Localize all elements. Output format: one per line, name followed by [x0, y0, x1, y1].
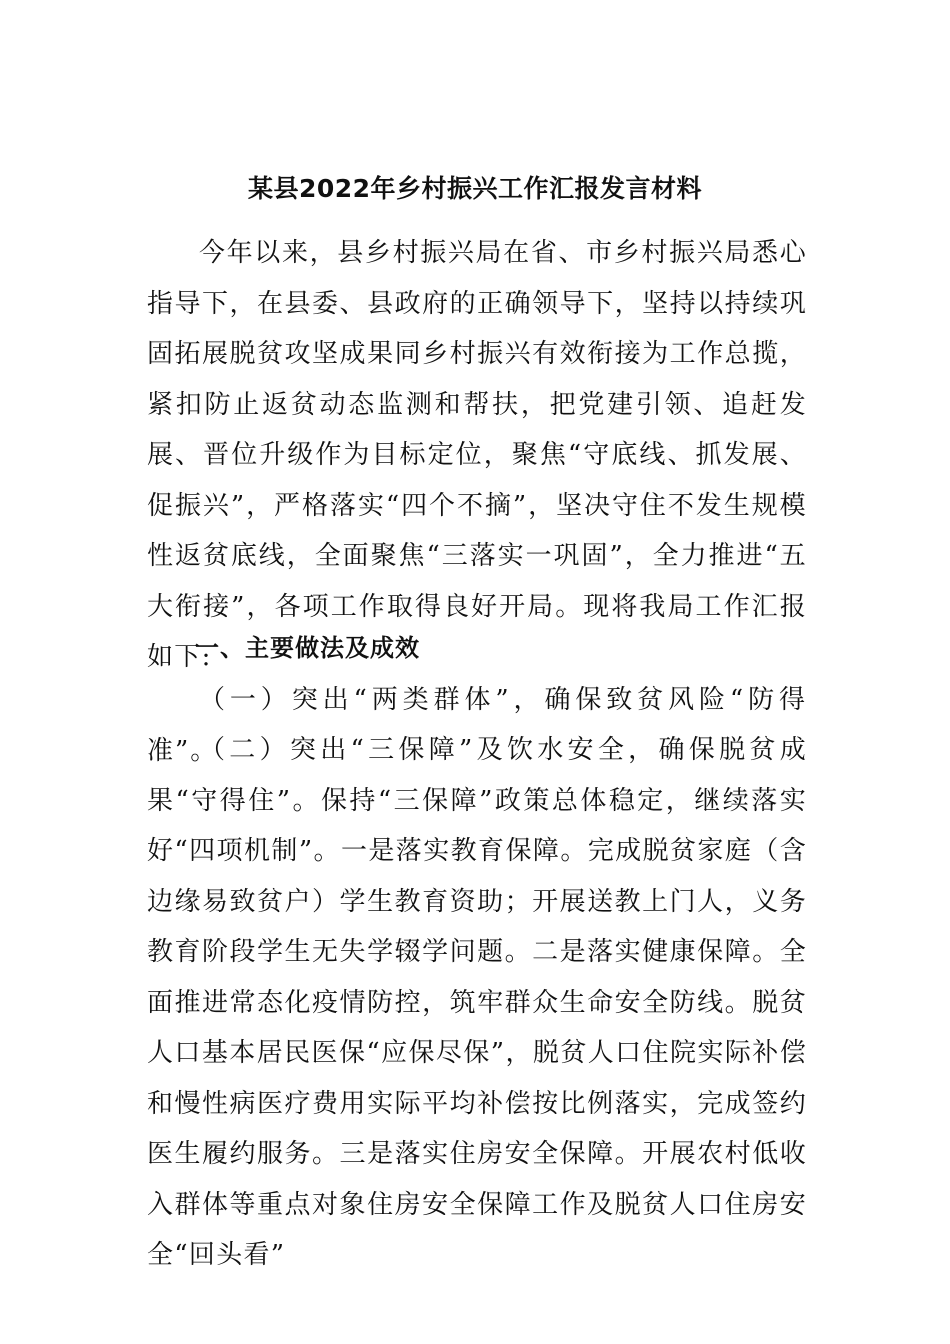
section-heading: 一、主要做法及成效 — [195, 634, 420, 662]
intro-paragraph: 今年以来，县乡村振兴局在省、市乡村振兴局悉心指导下，在县委、县政府的正确领导下，坚持以持续巩固拓展脱贫攻坚成果同乡村振兴有效衔接为工作总揽，紧扣防止返贫动态监测和帮扶，把党建引领、追赶发展、晋位升级作为目标定位，聚焦“守底线、抓发展、促振兴”，严格落实“四个不摘”，坚决守住不发生规模性返贫底线，全面聚焦“三落实一巩固”，全力推进“五大衔接”，各项工作取得良好开局。现将我局工作汇报如下: — [147, 238, 807, 672]
subsection-heading-1: （一）突出“两类群体”，确保致贫风险“防得准”。 — [147, 685, 807, 766]
document-title: 某县2022年乡村振兴工作汇报发言材料 — [247, 173, 703, 203]
subsection-paragraph-2: （二）突出“三保障”及饮水安全，确保脱贫成果“守得住”。保持“三保障”政策总体稳定，继续落实好“四项机制”。一是落实教育保障。完成脱贫家庭（含边缘易致贫户）学生教育资助；开展送教上门人，义务教育阶段学生无失学辍学问题。二是落实健康保障。全面推进常态化疫情防控，筑牢群众生命安全防线。脱贫人口基本居民医保“应保尽保”，脱贫人口住院实际补偿和慢性病医疗费用实际平均补偿按比例落实，完成签约医生履约服务。三是落实住房安全保障。开展农村低收入群体等重点对象住房安全保障工作及脱贫人口住房安全“回头看” — [147, 735, 807, 1270]
